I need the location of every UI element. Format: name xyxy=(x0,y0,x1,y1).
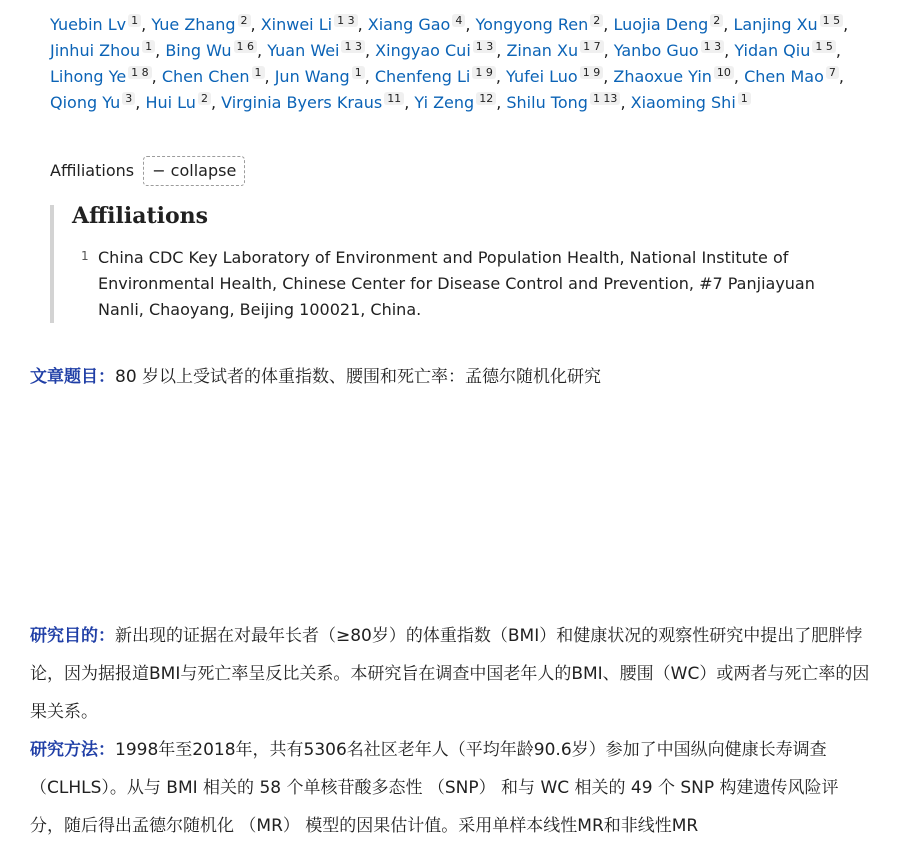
affiliation-ref[interactable]: 1 xyxy=(738,92,751,105)
affiliation-ref[interactable]: 1 7 xyxy=(580,40,604,53)
author-link[interactable]: Luojia Deng xyxy=(613,15,709,34)
affiliation-ref[interactable]: 1 5 xyxy=(820,14,844,27)
affiliation-ref[interactable]: 1 xyxy=(142,40,155,53)
affiliations-heading: Affiliations xyxy=(72,203,209,229)
author-link[interactable]: Jun Wang xyxy=(274,67,350,86)
affiliation-ref[interactable]: 1 xyxy=(352,66,365,79)
author-link[interactable]: Qiong Yu xyxy=(50,93,121,112)
author-link[interactable]: Lanjing Xu xyxy=(733,15,818,34)
author-link[interactable]: Yidan Qiu xyxy=(734,41,811,60)
affiliation-ref[interactable]: 1 13 xyxy=(590,92,621,105)
author-link[interactable]: Zhaoxue Yin xyxy=(613,67,712,86)
affiliation-ref[interactable]: 1 3 xyxy=(334,14,358,27)
author-link[interactable]: Jinhui Zhou xyxy=(50,41,141,60)
affiliations-toggle-row xyxy=(50,156,245,186)
author-link[interactable]: Yanbo Guo xyxy=(613,41,699,60)
objective-paragraph xyxy=(30,617,870,731)
affiliation-ref[interactable]: 1 3 xyxy=(701,40,725,53)
affiliation-ref[interactable]: 1 8 xyxy=(128,66,152,79)
affiliation-text: China CDC Key Laboratory of Environment and Population Health, National Institute of Environmental Health, Chinese Center for Disease Control and Prevention, #7 Panjiayuan Nanli, Chaoyang, Beijing 100021, China. xyxy=(98,248,815,319)
author-link[interactable]: Bing Wu xyxy=(165,41,232,60)
article-title-label: 文章题目： xyxy=(30,367,115,387)
affiliation-ref[interactable]: 1 xyxy=(128,14,141,27)
methods-paragraph xyxy=(30,731,870,845)
article-title-line xyxy=(30,362,601,387)
affiliations-panel xyxy=(50,205,854,323)
author-link[interactable]: Yi Zeng xyxy=(414,93,475,112)
affiliation-ref[interactable]: 11 xyxy=(384,92,404,105)
affiliation-ref[interactable]: 2 xyxy=(238,14,251,27)
author-link[interactable]: Chen Mao xyxy=(744,67,824,86)
author-link[interactable]: Virginia Byers Kraus xyxy=(221,93,383,112)
author-link[interactable]: Yongyong Ren xyxy=(475,15,589,34)
affiliation-ref[interactable]: 1 3 xyxy=(341,40,365,53)
affiliation-ref[interactable]: 1 6 xyxy=(234,40,258,53)
affiliation-number: 1 xyxy=(81,249,89,263)
affiliation-ref[interactable]: 7 xyxy=(826,66,839,79)
author-link[interactable]: Lihong Ye xyxy=(50,67,127,86)
affiliation-ref[interactable]: 1 5 xyxy=(812,40,836,53)
author-link[interactable]: Yuebin Lv xyxy=(50,15,127,34)
author-link[interactable]: Shilu Tong xyxy=(506,93,588,112)
affiliation-ref[interactable]: 12 xyxy=(476,92,496,105)
article-title-text: 80 岁以上受试者的体重指数、腰围和死亡率：孟德尔随机化研究 xyxy=(115,367,602,387)
author-link[interactable]: Xiang Gao xyxy=(367,15,451,34)
methods-label: 研究方法： xyxy=(30,740,115,760)
affiliation-ref[interactable]: 3 xyxy=(122,92,135,105)
affiliation-ref[interactable]: 1 xyxy=(252,66,265,79)
author-link[interactable]: Yue Zhang xyxy=(151,15,236,34)
author-link[interactable]: Chenfeng Li xyxy=(374,67,471,86)
affiliation-ref[interactable]: 1 9 xyxy=(472,66,496,79)
affiliations-label: Affiliations xyxy=(50,161,135,180)
affiliation-ref[interactable]: 2 xyxy=(198,92,211,105)
objective-text: 新出现的证据在对最年长者（≥80岁）的体重指数（BMI）和健康状况的观察性研究中提出了肥胖悖论，因为据报道BMI与死亡率呈反比关系。本研究旨在调查中国老年人的BMI、腰围（WC）或两者与死亡率的因果关系。 xyxy=(30,626,870,722)
objective-label: 研究目的： xyxy=(30,626,115,646)
author-link[interactable]: Yuan Wei xyxy=(267,41,340,60)
collapse-button[interactable]: − collapse xyxy=(143,156,245,186)
author-link[interactable]: Yufei Luo xyxy=(506,67,578,86)
affiliation-ref[interactable]: 4 xyxy=(452,14,465,27)
author-link[interactable]: Zinan Xu xyxy=(506,41,579,60)
methods-text: 1998年至2018年，共有5306名社区老年人（平均年龄90.6岁）参加了中国纵向健康长寿调查（CLHLS）。从与 BMI 相关的 58 个单核苷酸多态性 （SNP） 和与 WC 相关的 49 个 SNP 构建遗传风险评分，随后得出孟德尔随机化 （MR） 模型的因果估计值。采用单样本线性MR和非线性MR xyxy=(30,740,839,836)
affiliation-ref[interactable]: 1 9 xyxy=(580,66,604,79)
author-link[interactable]: Chen Chen xyxy=(161,67,250,86)
affiliation-ref[interactable]: 2 xyxy=(590,14,603,27)
author-list: Yuebin Lv 1 , Yue Zhang 2 , Xinwei Li 1 3 , Xiang Gao 4 , Yongyong Ren 2 , Luojia Deng 2 , Lanjing Xu 1 5 , Jinhui Zhou 1 , Bing Wu 1 6 , Yuan Wei 1 3 , Xingyao Cui 1 3 , Zinan Xu 1 7 , Yanbo Guo 1 3 , Yidan Qiu 1 5 , Lihong Ye 1 8 , Chen Chen 1 , Jun Wang 1 , Chenfeng Li 1 9 , Yufei Luo 1 9 , Zhaoxue Yin 10 , Chen Mao 7 , Qiong Yu 3 , Hui Lu 2 , Virginia Byers Kraus 11 , Yi Zeng 12 , Shilu Tong 1 13 , Xiaoming Shi 1 xyxy=(50,14,849,112)
author-link[interactable]: Xinwei Li xyxy=(260,15,333,34)
author-link[interactable]: Xiaoming Shi xyxy=(630,93,736,112)
affiliation-ref[interactable]: 2 xyxy=(710,14,723,27)
author-link[interactable]: Hui Lu xyxy=(145,93,196,112)
affiliation-ref[interactable]: 1 3 xyxy=(473,40,497,53)
author-link[interactable]: Xingyao Cui xyxy=(375,41,471,60)
affiliation-ref[interactable]: 10 xyxy=(714,66,734,79)
